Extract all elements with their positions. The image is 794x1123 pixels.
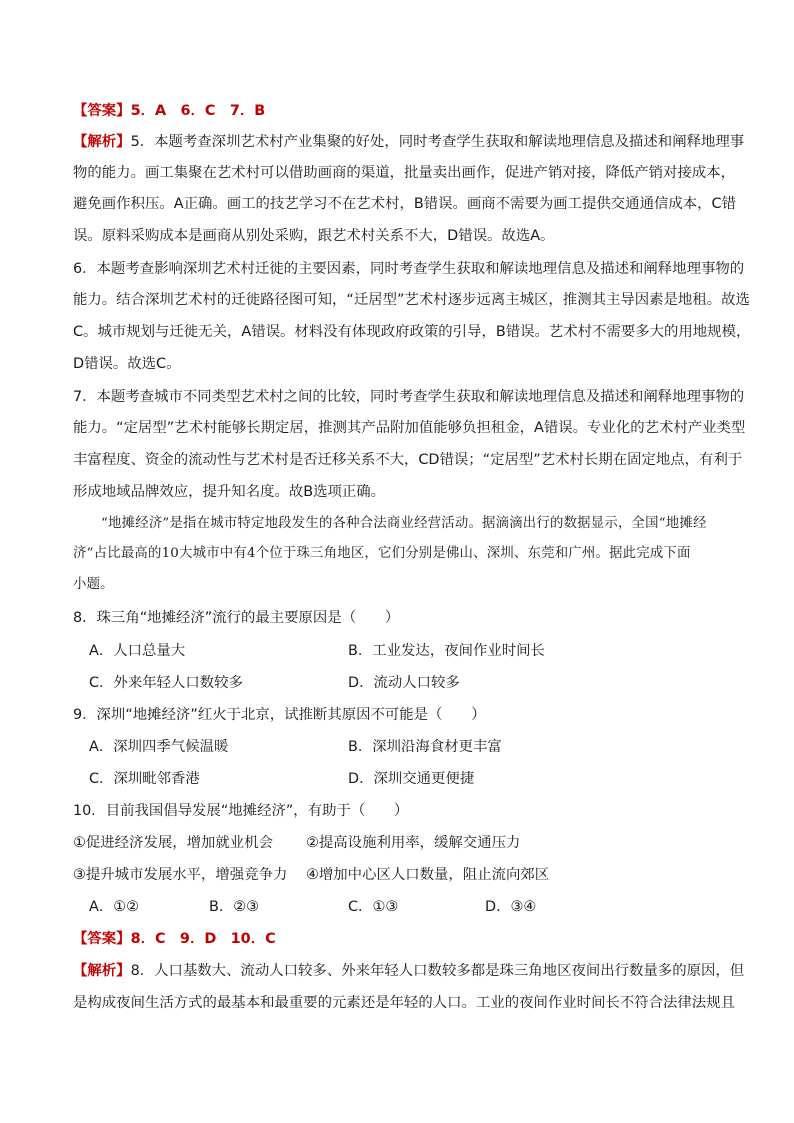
q10-statement-3: ③提升城市发展水平，增强竞争力 [73, 867, 288, 883]
passage-line: 济”占比最高的10大城市中有4个位于珠三角地区，它们分别是佛山、深圳、东莞和广州。据此完成下面 [73, 546, 691, 561]
analysis-line: 6．本题考查影响深圳艺术村迁徙的主要因素，同时考查学生获取和解读地理信息及描述和阐释地理事物的 [73, 261, 745, 277]
q9-option-a: A．深圳四季气候温暖 [89, 739, 229, 755]
question-9-stem: 9．深圳“地摊经济”红火于北京，试推断其原因不可能是（ ） [73, 707, 486, 723]
analysis-line: 7．本题考查城市不同类型艺术村之间的比较，同时考查学生获取和解读地理信息及描述和阐释地理事物的 [73, 389, 745, 405]
q10-statement-4: ④增加中心区人口数量，阻止流向郊区 [306, 867, 550, 883]
q9-option-d: D．深圳交通更便捷 [348, 771, 475, 787]
analysis-line: 形成地域品牌效应，提升知名度。故B选项正确。 [73, 484, 386, 500]
analysis-line: 能力。“定居型”艺术村能够长期定居，推测其产品附加值能够负担租金，A错误。专业化的艺术村产业类型 [73, 420, 746, 436]
analysis-line: C。城市规划与迁徙无关，A错误。材料没有体现政府政策的引导，B错误。艺术村不需要多大的用地规模， [73, 324, 751, 340]
analysis-text: 5．本题考查深圳艺术村产业集聚的好处，同时考查学生获取和解读地理信息及描述和阐释地理事 [130, 134, 745, 150]
q10-option-b: B．②③ [209, 899, 260, 915]
analysis-line: D错误。故选C。 [73, 356, 181, 372]
q10-option-d: D．③④ [485, 899, 537, 915]
q9-option-c: C．深圳毗邻香港 [89, 771, 200, 787]
analysis-line: 能力。结合深圳艺术村的迁徙路径图可知，“迁居型”艺术村逐步远离主城区，推测其主导因素是地租。故选 [73, 292, 750, 308]
answer-text: 5．A 6．C 7．B [130, 103, 266, 119]
q8-option-a: A．人口总量大 [89, 643, 186, 659]
analysis-line [73, 961, 745, 981]
analysis-line: 是构成夜间生活方式的最基本和最重要的元素还是年轻的人口。工业的夜间作业时间长不符合法律法规且 [73, 995, 735, 1011]
analysis-line: 丰富程度、资金的流动性与艺术村是否迁移关系不大，CD错误；“定居型”艺术村长期在固定地点，有利于 [73, 452, 743, 468]
passage-line: 小题。 [73, 577, 114, 592]
q9-option-b: B．深圳沿海食材更丰富 [348, 739, 502, 755]
q8-option-c: C．外来年轻人口数较多 [89, 675, 243, 691]
answer-line-5-7 [73, 101, 725, 121]
question-8-stem: 8．珠三角“地摊经济”流行的最主要原因是（ ） [73, 610, 400, 626]
analysis-line: 物的能力。画工集聚在艺术村可以借助画商的渠道，批量卖出画作，促进产销对接，降低产销对接成本， [73, 165, 735, 181]
analysis-line: 误。原料采购成本是画商从别处采购，跟艺术村关系不大，D错误。故选A。 [73, 228, 555, 244]
analysis-label: 【解析】 [73, 963, 131, 979]
q10-option-a: A．①② [89, 899, 140, 915]
analysis-line: 避免画作积压。A正确。画工的技艺学习不在艺术村，B错误。画商不需要为画工提供交通通信成本，C错 [73, 196, 736, 212]
analysis-text: 8．人口基数大、流动人口较多、外来年轻人口数较多都是珠三角地区夜间出行数量多的原因，但 [130, 963, 745, 979]
q10-option-c: C．①③ [348, 899, 399, 915]
answer-line-8-10 [73, 929, 725, 949]
passage-line: “地摊经济”是指在城市特定地段发生的各种合法商业经营活动。据滴滴出行的数据显示，全国“地摊经 [101, 516, 707, 531]
question-10-stem: 10．目前我国倡导发展“地摊经济”，有助于（ ） [73, 803, 409, 819]
answer-text: 8．C 9．D 10．C [130, 931, 276, 947]
analysis-label: 【解析】 [73, 134, 131, 150]
q8-option-b: B．工业发达，夜间作业时间长 [348, 643, 545, 659]
q8-option-d: D．流动人口较多 [348, 675, 460, 691]
analysis-line [73, 132, 745, 152]
q10-statement-1: ①促进经济发展，增加就业机会 [73, 835, 273, 851]
answer-label: 【答案】 [73, 103, 131, 119]
q10-statement-2: ②提高设施利用率，缓解交通压力 [306, 835, 521, 851]
answer-label: 【答案】 [73, 931, 131, 947]
